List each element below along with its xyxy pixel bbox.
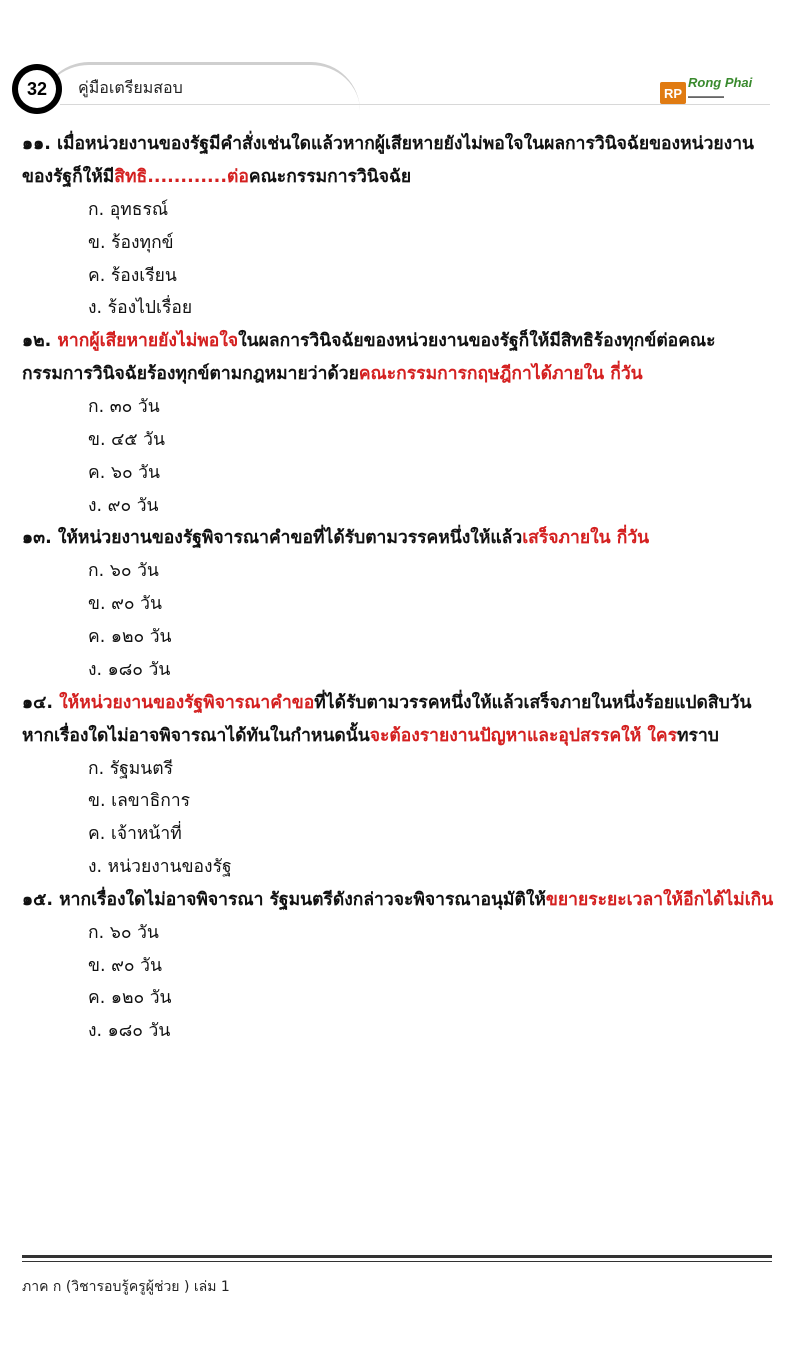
logo-mark: RP (660, 82, 686, 104)
answer-option: ก. รัฐมนตรี (88, 758, 174, 779)
question-number: ๑๒. (22, 331, 52, 352)
answer-option: ข. ๙๐ วัน (88, 955, 162, 976)
question-highlight-text: จะต้องรายงานปัญหาและอุปสรรคให้ ใคร (369, 725, 678, 746)
answer-option: ง. ๙๐ วัน (88, 495, 159, 516)
answer-option: ค. ๖๐ วัน (88, 462, 160, 483)
logo-tagline-graphic: ▬▬▬▬▬▬ (688, 94, 724, 100)
answer-option: ก. ๖๐ วัน (88, 922, 159, 943)
question-number: ๑๕. (22, 889, 54, 910)
question-text: ที่ได้รับตามวรรคหนึ่งให้แล้วเสร็จภายในหนึ่งร้อยแปดสิบวัน หากเรื่องใดไม่อาจพิจารณาได้ทันในกำหนดนั้น (22, 692, 752, 746)
question-text: เมื่อหน่วยงานของรัฐมีคำสั่งเช่นใดแล้วหากผู้เสียหายยังไม่พอใจในผลการวินิจฉัยของหน่วยงานของรัฐก็ให้มี (22, 134, 755, 187)
answer-option: ค. เจ้าหน้าที่ (88, 824, 182, 845)
answer-option: ง. ๑๘๐ วัน (88, 659, 171, 680)
question-number: ๑๑. (22, 134, 51, 154)
page-number: 32 (18, 70, 56, 108)
answer-option: ก. อุทธรณ์ (88, 200, 169, 220)
footer-text: ภาค ก (วิชารอบรู้ครูผู้ช่วย ) เล่ม 1 (22, 1279, 230, 1295)
answer-option: ค. ๑๒๐ วัน (88, 626, 172, 647)
answer-option: ง. ร้องไปเรื่อย (88, 298, 193, 319)
answer-option: ก. ๓๐ วัน (88, 397, 160, 418)
footer-rule (22, 1255, 772, 1258)
answer-option: ข. เลขาธิการ (88, 791, 191, 812)
footer-rule-thin (22, 1261, 772, 1262)
question (22, 687, 778, 753)
answer-option: ก. ๖๐ วัน (88, 561, 159, 582)
question-text: ทราบ (677, 725, 719, 746)
header-rule (60, 104, 770, 105)
answer-option: ง. ๑๘๐ วัน (88, 1021, 171, 1042)
question (22, 522, 778, 555)
question-number: ๑๓. (22, 528, 52, 549)
answer-option: ข. ๙๐ วัน (88, 594, 162, 615)
question-highlight-text: คณะกรรมการกฤษฎีกาได้ภายใน กี่วัน (358, 364, 643, 385)
answer-option: ข. ๔๕ วัน (88, 429, 165, 450)
logo-name: Rong Phai (688, 75, 753, 90)
question (22, 884, 778, 917)
question (22, 325, 778, 391)
header-title: คู่มือเตรียมสอบ (78, 78, 183, 97)
answer-option: ข. ร้องทุกข์ (88, 232, 174, 253)
question-highlight-text: เสร็จภายใน กี่วัน (522, 528, 650, 549)
question-highlight-text: หากผู้เสียหายยังไม่พอใจ (51, 331, 239, 352)
answer-option: ง. หน่วยงานของรัฐ (88, 856, 232, 877)
answer-option: ค. ร้องเรียน (88, 265, 177, 286)
question-text: คณะกรรมการวินิจฉัย (248, 167, 412, 187)
question-highlight-text: ขยายระยะเวลาให้อีกได้ไม่เกิน (545, 889, 774, 910)
question-list (22, 128, 778, 1048)
publisher-logo (660, 76, 770, 104)
question-text: หากเรื่องใดไม่อาจพิจารณา รัฐมนตรีดังกล่าวจะพิจารณาอนุมัติให้ (53, 889, 546, 910)
question-number: ๑๔. (22, 692, 54, 713)
question-highlight-text: สิทธิ............ต่อ (114, 167, 249, 187)
question (22, 128, 778, 194)
question-highlight-text: ให้หน่วยงานของรัฐพิจารณาคำขอ (53, 692, 315, 713)
logo-text (688, 76, 752, 104)
page-number-badge (12, 64, 62, 114)
question-text: ในผลการวินิจฉัยของหน่วยงานของรัฐก็ให้มีสิทธิร้องทุกข์ต่อคณะกรรมการวินิจฉัยร้องทุกข์ตามกฎหมายว่าด้วย (22, 331, 716, 385)
answer-option: ค. ๑๒๐ วัน (88, 988, 172, 1009)
question-text: ให้หน่วยงานของรัฐพิจารณาคำขอที่ได้รับตามวรรคหนึ่งให้แล้ว (51, 528, 523, 549)
